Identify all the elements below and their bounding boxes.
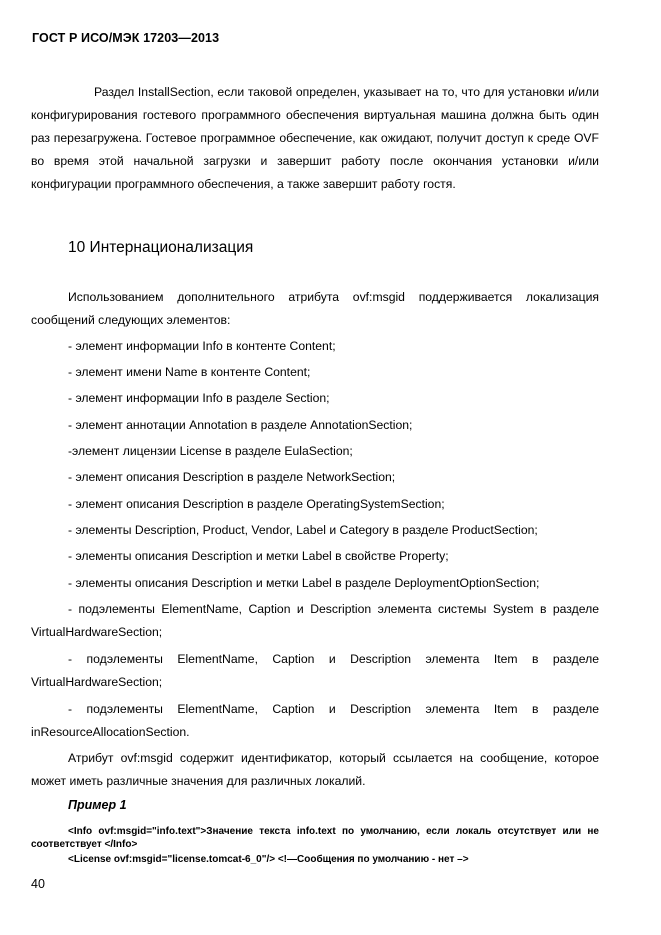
list-item: - элемент информации Info в контенте Content; bbox=[68, 339, 336, 353]
section-heading: 10 Интернационализация bbox=[68, 239, 254, 256]
document-header: ГОСТ Р ИСО/МЭК 17203—2013 bbox=[32, 31, 220, 45]
page-number: 40 bbox=[31, 877, 45, 891]
list-item: - элементы описания Description и метки Label в разделе DeploymentOptionSection; bbox=[68, 576, 540, 590]
example-title: Пример 1 bbox=[68, 798, 127, 812]
list-item-wrapped: - подэлементы ElementName, Caption и Description элемента Item в разделе VirtualHardwareSection; bbox=[31, 652, 599, 689]
list-item: - элемент имени Name в контенте Content; bbox=[68, 365, 311, 379]
intro-paragraph: Раздел InstallSection, если таковой определен, указывает на то, что для установки и/или конфигурирования гостевого программного обеспечения виртуальная машина должна быть один раз перезагружена. Гостевое программное обеспечение, как ожидают, получит доступ к среде OVF во время этой начальной загрузки и завершит работу после окончания установки и/или конфигурации программного обеспечения, а также завершит работу гостя. bbox=[31, 85, 599, 191]
code-line: <Info ovf:msgid="info.text">Значение текста info.text по умолчанию, если локаль отсутствует или не соответствует </Info> bbox=[31, 826, 599, 850]
list-item: - элементы Description, Product, Vendor, Label и Category в разделе ProductSection; bbox=[68, 523, 538, 537]
section-lead-paragraph: Использованием дополнительного атрибута ovf:msgid поддерживается локализация сообщений следующих элементов: bbox=[31, 290, 599, 327]
list-item-wrapped: - подэлементы ElementName, Caption и Description элемента системы System в разделе VirtualHardwareSection; bbox=[31, 602, 599, 639]
list-item: - элемент описания Description в разделе NetworkSection; bbox=[68, 470, 396, 484]
closing-paragraph: Атрибут ovf:msgid содержит идентификатор, который ссылается на сообщение, которое может иметь различные значения для различных локалий. bbox=[31, 751, 599, 788]
list-item: - элемент описания Description в разделе OperatingSystemSection; bbox=[68, 497, 445, 511]
list-item: -элемент лицензии License в разделе EulaSection; bbox=[68, 444, 353, 458]
list-item: - элемент информации Info в разделе Section; bbox=[68, 391, 330, 405]
list-item-wrapped: - подэлементы ElementName, Caption и Description элемента Item в разделе inResourceAllocationSection. bbox=[31, 702, 599, 739]
list-item: - элементы описания Description и метки Label в свойстве Property; bbox=[68, 549, 449, 563]
code-line: <License ovf:msgid="license.tomcat-6_0"/> <!—Сообщения по умолчанию - нет –> bbox=[68, 854, 469, 865]
list-item: - элемент аннотации Annotation в разделе AnnotationSection; bbox=[68, 418, 413, 432]
